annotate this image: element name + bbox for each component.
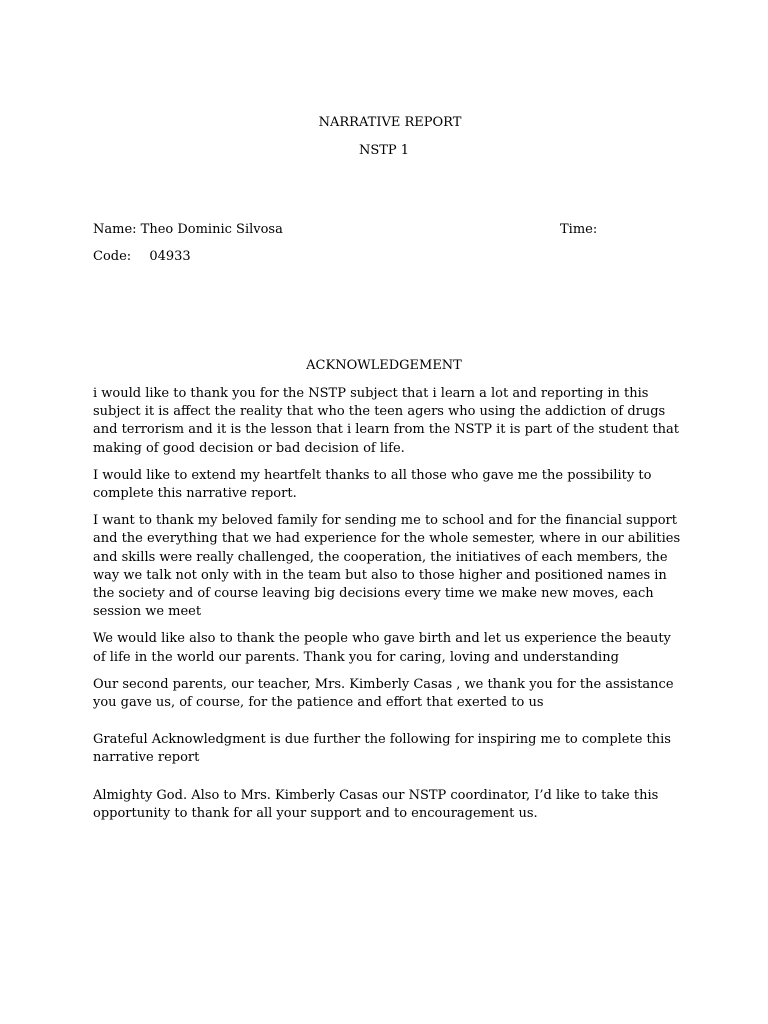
paragraph: i would like to thank you for the NSTP subject that i learn a lot and reporting in this subject it is affect the reality that who the teen agers who using the addiction of drugs and terrorism and it is the lesson that i learn from the NSTP it is part of the student that making of good decision or bad decision of life. [93, 386, 680, 456]
report-subtitle: NSTP 1 [358, 143, 410, 158]
code-label: Code: [93, 249, 132, 264]
code-value: 04933 [149, 249, 191, 264]
paragraph: Almighty God. Also to Mrs. Kimberly Casas our NSTP coordinator, I’d like to take this opportunity to thank for all your support and to encouragement us. [93, 787, 659, 821]
report-title: NARRATIVE REPORT [318, 115, 462, 130]
name-line: Name: Theo Dominic Silvosa [93, 222, 283, 237]
paragraph: Our second parents, our teacher, Mrs. Kimberly Casas , we thank you for the assistance you gave us, of course, for the patience and effort that exerted to us [93, 676, 674, 711]
paragraph: We would like also to thank the people who gave birth and let us experience the beauty of life in the world our parents. Thank you for caring, loving and understanding [93, 631, 671, 665]
paragraph: Grateful Acknowledgment is due further the following for inspiring me to complete this narrative report [93, 732, 671, 766]
time-label: Time: [560, 222, 598, 237]
code-line [93, 248, 191, 266]
paragraph: I would like to extend my heartfelt thanks to all those who gave me the possibility to complete this narrative report. [93, 467, 652, 502]
acknowledgement-body [93, 385, 683, 832]
paragraph: I want to thank my beloved family for sending me to school and for the financial support and the everything that we had experience for the whole semester, where in our abilities and skills were really challenged, the cooperation, the initiatives of each members, the way we talk not only with in the team but also to those higher and positioned names in the society and of course leaving big decisions every time we make new moves, each session we meet [93, 513, 681, 620]
section-heading: ACKNOWLEDGEMENT [306, 358, 462, 373]
